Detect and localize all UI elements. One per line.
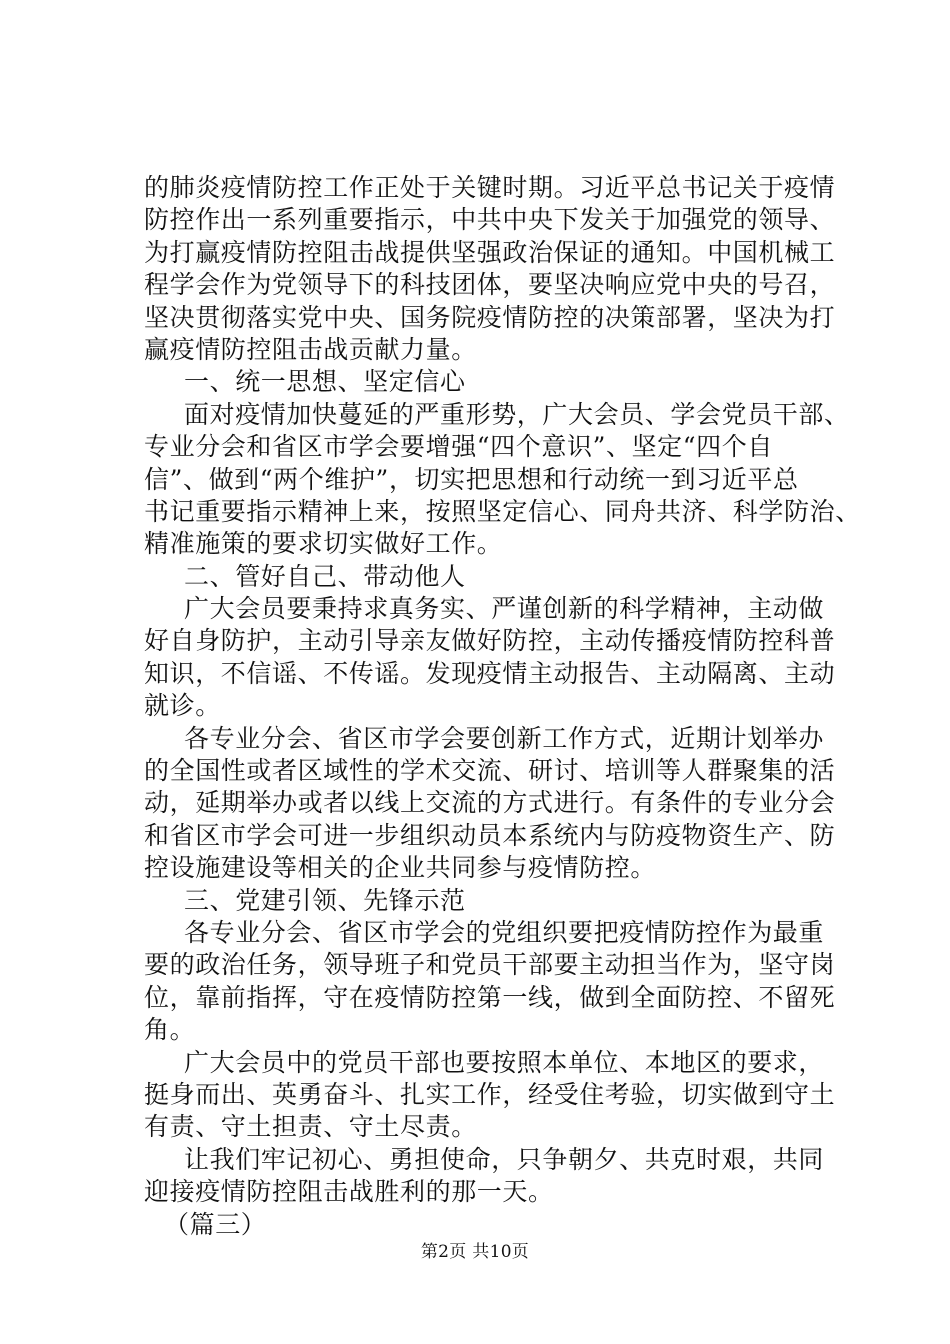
- text-line: 各专业分会、省区市学会要创新工作方式，近期计划举办: [184, 723, 825, 753]
- text-line: 位，靠前指挥，守在疫情防控第一线，做到全面防控、不留死: [144, 982, 836, 1012]
- text-line: 为打赢疫情防控阻击战提供坚强政治保证的通知。中国机械工: [144, 237, 836, 267]
- text-line: 就诊。: [144, 691, 221, 721]
- text-line: 要的政治任务，领导班子和党员干部要主动担当作为，坚守岗: [144, 950, 836, 980]
- text-line: 和省区市学会可进一步组织动员本系统内与防疫物资生产、防: [144, 820, 836, 850]
- text-line: 迎接疫情防控阻击战胜利的那一天。: [144, 1177, 554, 1207]
- section-heading-1: 一、统一思想、坚定信心: [184, 367, 466, 397]
- text-line: 挺身而出、英勇奋斗、扎实工作，经受住考验，切实做到守土: [144, 1079, 836, 1109]
- text-line: 面对疫情加快蔓延的严重形势，广大会员、学会党员干部、: [184, 399, 850, 429]
- text-line: 书记重要指示精神上来，按照坚定信心、同舟共济、科学防治、: [144, 496, 861, 526]
- section-heading-2: 二、管好自己、带动他人: [184, 561, 466, 591]
- text-line: 坚决贯彻落实党中央、国务院疫情防控的决策部署，坚决为打: [144, 302, 836, 332]
- text-line: 让我们牢记初心、勇担使命，只争朝夕、共克时艰，共同: [184, 1144, 825, 1174]
- text-line: 各专业分会、省区市学会的党组织要把疫情防控作为最重: [184, 917, 825, 947]
- text-line: 广大会员中的党员干部也要按照本单位、本地区的要求，: [184, 1047, 825, 1077]
- text-line: 角。: [144, 1015, 196, 1045]
- part-label: （篇三）: [164, 1209, 267, 1239]
- text-line: 程学会作为党领导下的科技团体，要坚决响应党中央的号召，: [144, 270, 836, 300]
- text-line: 广大会员要秉持求真务实、严谨创新的科学精神，主动做: [184, 594, 825, 624]
- section-heading-3: 三、党建引领、先锋示范: [184, 885, 466, 915]
- text-line: 赢疫情防控阻击战贡献力量。: [144, 334, 477, 364]
- text-line: 好自身防护，主动引导亲友做好防控，主动传播疫情防控科普: [144, 626, 836, 656]
- text-line: 的全国性或者区域性的学术交流、研讨、培训等人群聚集的活: [144, 756, 836, 786]
- text-line: 的肺炎疫情防控工作正处于关键时期。习近平总书记关于疫情: [144, 173, 836, 202]
- text-line: 防控作出一系列重要指示，中共中央下发关于加强党的领导、: [144, 205, 836, 235]
- text-line: 精准施策的要求切实做好工作。: [144, 529, 503, 559]
- text-line: 有责、守土担责、守土尽责。: [144, 1112, 477, 1142]
- document-body: [144, 172, 861, 1241]
- text-line: 知识，不信谣、不传谣。发现疫情主动报告、主动隔离、主动: [144, 658, 836, 688]
- text-line: 控设施建设等相关的企业共同参与疫情防控。: [144, 853, 657, 883]
- text-line: 动，延期举办或者以线上交流的方式进行。有条件的专业分会: [144, 788, 836, 818]
- page-number-footer: 第2页 共10页: [420, 1242, 530, 1262]
- text-line: 专业分会和省区市学会要增强“四个意识”、坚定“四个自: [144, 432, 773, 462]
- text-line: 信”、做到“两个维护”，切实把思想和行动统一到习近平总: [144, 464, 799, 494]
